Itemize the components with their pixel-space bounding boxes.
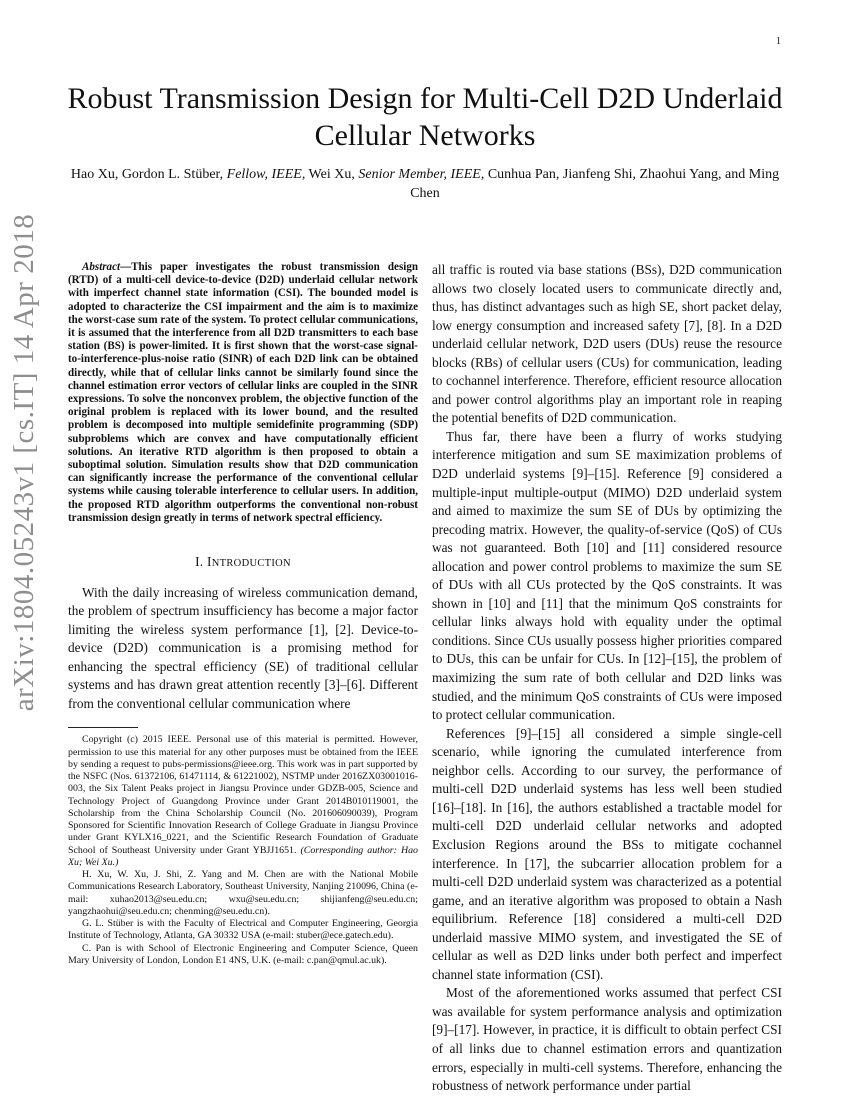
author-names-part-2: , Wei Xu, xyxy=(301,167,359,182)
author-names-part-1: Hao Xu, Gordon L. Stüber, xyxy=(70,167,227,182)
author-affiliation-fellow: Fellow, IEEE xyxy=(226,167,302,182)
body-paragraph: References [9]–[15] all considered a simple single-cell scenario, while ignoring the cumulated interference from neighbor cells. According to our survey, the performance of multi-cell D2D underlaid systems has less well been studied [16]–[18]. In [16], the authors established a tractable model for multi-cell D2D underlaid cellular networks and adopted Exclusion Regions around the BSs to mitigate cochannel interference. In [17], the subcarrier allocation problem for a multi-cell D2D underlaid system was characterized as a potential game, and an iterative algorithm was proposed to obtain a Nash equilibrium. Reference [18] considered a multi-cell D2D underlaid massive MIMO system, and investigated the SE of cellular as well as D2D links under both perfect and imperfect channel state information (CSI). xyxy=(432,725,782,982)
section-number: I. xyxy=(195,554,208,570)
body-paragraph: Thus far, there have been a flurry of works studying interference mitigation and sum SE maximization problems of D2D underlaid systems [9]–[15]. Reference [9] considered a multiple-input multiple-output (MIMO) D2D underlaid system and aimed to maximize the sum SE of DUs by optimizing the precoding matrix. However, the quality-of-service (QoS) of CUs was not guaranteed. Both [10] and [11] considered resource allocation and power control problems to maximize the sum SE of DUs with all CUs protected by the QoS constraints. It was shown in [10] and [11] that the minimum QoS constraints for cellular links always hold with equality under the optimal conditions. Since CUs usually possess higher priorities compared to DUs, this can be unfair for CUs. In [12]–[15], the problem of maximizing the sum rate of both cellular and D2D links was studied, and the minimum QoS constraints of CUs were imposed to protect cellular communication. xyxy=(432,428,782,723)
right-column xyxy=(432,261,782,1096)
paper-title: Robust Transmission Design for Multi-Cell D2D Underlaid Cellular Networks xyxy=(67,82,783,152)
footnote-copyright xyxy=(68,734,418,869)
footnote-affiliation-gatech: G. L. Stüber is with the Faculty of Electrical and Computer Engineering, Georgia Institute of Technology, Atlanta, GA 30332 USA (e-mail: stuber@ece.gatech.edu). xyxy=(68,918,418,942)
intro-paragraph: With the daily increasing of wireless communication demand, the problem of spectrum insufficiency has become a major factor limiting the wireless system performance [1], [2]. Device-to-device (D2D) communication is a promising method for enhancing the spectral efficiency (SE) of traditional cellular systems and has drawn great attention recently [3]–[6]. Different from the conventional cellular communication where xyxy=(68,584,418,711)
left-column xyxy=(68,261,418,967)
arxiv-identifier-stamp xyxy=(6,213,44,711)
body-paragraph: Most of the aforementioned works assumed that perfect CSI was available for system performance analysis and optimization [9]–[17]. However, in practice, it is difficult to obtain perfect CSI of all links due to channel estimation errors and quantization errors, especially in multi-cell systems. Therefore, enhancing the robustness of network performance under partial xyxy=(432,985,782,1094)
footnote-affiliation-qmul: C. Pan is with School of Electronic Engineering and Computer Science, Queen Mary University of London, London E1 4NS, U.K. (e-mail: c.pan@qmul.ac.uk). xyxy=(68,942,418,966)
abstract-text: —This paper investigates the robust transmission design (RTD) of a multi-cell device-to-device (D2D) underlaid cellular network with imperfect channel state information (CSI). The bounded model is adopted to characterize the CSI impairment and the aim is to maximize the worst-case sum rate of the system. To protect cellular communications, it is assumed that the interference from all D2D transmitters to each base station (BS) is power-limited. It is first shown that the worst-case signal-to-interference-plus-noise ratio (SINR) of each D2D link can be obtained directly, while that of cellular links cannot be similarly found since the channel estimation error vectors of cellular links are coupled in the SINR expressions. To solve the nonconvex problem, the objective function of the original problem is replaced with its lower bound, and the resulted problem is decomposed into multiple semidefinite programming (SDP) subproblems which are convex and have computationally efficient solutions. An iterative RTD algorithm is then proposed to obtain a suboptimal solution. Simulation results show that D2D communication can significantly increase the performance of the conventional cellular systems while causing tolerable interference to cellular users. In addition, the proposed RTD algorithm outperforms the conventional non-robust transmission design greatly in terms of network spectral efficiency. xyxy=(68,261,418,524)
footnote-corresponding-author: (Corresponding author: Hao Xu; Wei Xu.) xyxy=(68,844,418,868)
author-list xyxy=(60,165,790,203)
footnote-copyright-text: Copyright (c) 2015 IEEE. Personal use of this material is permitted. However, permission to use this material for any other purposes must be obtained from the IEEE by sending a request to pubs-permissions@ieee.org. This work was in part supported by the NSFC (Nos. 61372106, 61471114, & 61221002), NSTMP under 2016ZX03001016-003, the Six Talent Peaks project in Jiangsu Province under GDZB-005, Science and Technology Project of Guangdong Province under Grant 2014B010119001, the Scholarship from the China Scholarship Council (No. 201606090039), Program Sponsored for Scientific Innovation Research of College Graduate in Jiangsu Province under Grant KYLX16_0221, and the Scientific Research Foundation of Graduate School of Southeast University under Grant YBJJ1651. xyxy=(68,734,418,856)
abstract-label: Abstract xyxy=(82,261,121,273)
footnote-affiliation-seu: H. Xu, W. Xu, J. Shi, Z. Yang and M. Chen are with the National Mobile Communications Research Laboratory, Southeast University, Nanjing 210096, China (e-mail: xuhao2013@seu.edu.cn; wxu@seu.edu.cn; shijianfeng@seu.edu.cn; yangzhaohui@seu.edu.cn; chenming@seu.edu.cn). xyxy=(68,869,418,917)
page-number: 1 xyxy=(776,36,781,47)
section-title-rest: NTRODUCTION xyxy=(211,558,291,570)
section-heading-introduction xyxy=(68,553,418,574)
body-paragraph: all traffic is routed via base stations (BSs), D2D communication allows two closely located users to communicate directly and, thus, has distinct advantages such as high SE, short packet delay, low energy consumption and increased safety [7], [8]. In a D2D underlaid cellular network, D2D users (DUs) reuse the resource blocks (RBs) of cellular users (CUs) for communication, leading to cochannel interference. Therefore, efficient resource allocation and power control algorithms play an important role in reaping the potential benefits of D2D communication. xyxy=(432,262,782,426)
footnote-divider xyxy=(68,727,138,728)
section-title-initial: I xyxy=(207,554,212,570)
abstract xyxy=(68,261,418,525)
arxiv-identifier-text: arXiv:1804.05243v1 [cs.IT] 14 Apr 2018 xyxy=(8,213,41,711)
author-affiliation-senior-member: Senior Member, IEEE xyxy=(358,167,481,182)
author-names-part-3: , Cunhua Pan, Jianfeng Shi, Zhaohui Yang, and Ming Chen xyxy=(410,167,780,201)
